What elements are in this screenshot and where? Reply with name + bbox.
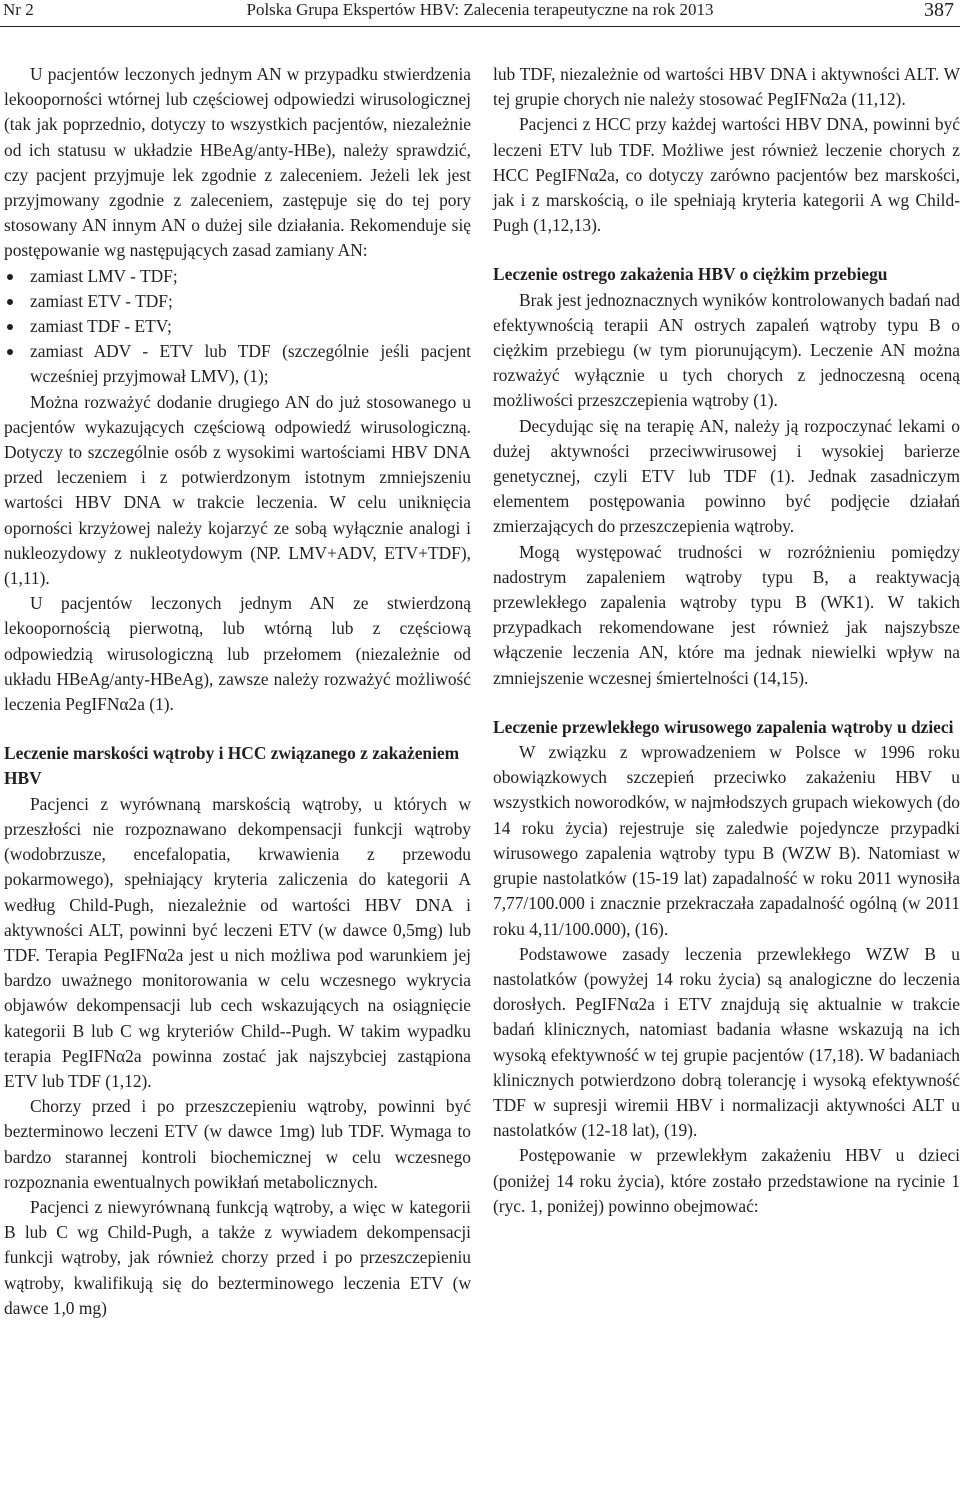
- list-item: zamiast ETV - TDF;: [4, 289, 471, 314]
- paragraph: Mogą występować trudności w rozróżnieniu pomiędzy nadostrym zapaleniem wątroby typu B, a reaktywacją przewlekłego zapalenia wątroby typu B (WK1). W takich przypadkach rekomendowane jest również jak najszybsze włączenie leczenia AN, które ma jednak niewielki wpływ na zmniejszenie wczesnej śmiertelności (14,15).: [493, 541, 960, 688]
- list-item: zamiast ADV - ETV lub TDF (szczególnie jeśli pacjent wcześniej przyjmował LMV), (1);: [4, 339, 471, 389]
- running-header: [0, 0, 960, 27]
- paragraph: Brak jest jednoznacznych wyników kontrolowanych badań nad efektywnością terapii AN ostrych zapaleń wątroby typu B o ciężkim przebiegu (w tym piorunującym). Leczenie AN można rozważyć wyłącznie u tych chorych z jednoczesną oceną możliwości przeszczepienia wątroby (1).: [493, 289, 960, 411]
- list-item: zamiast LMV - TDF;: [4, 264, 471, 289]
- issue-number: Nr 2: [3, 0, 34, 19]
- paragraph: Można rozważyć dodanie drugiego AN do już stosowanego u pacjentów wykazujących częściową odpowiedź wirusologiczną. Dotyczy to szczególnie osób z wysokimi wartościami HBV DNA przed leczeniem i z potwierdzonym istotnym zmniejszeniu wartości HBV DNA w trakcie leczenia. W celu uniknięcia oporności krzyżowej należy kojarzyć ze sobą wyłącznie analogi i nukleozydowy z nukleotydowym (NP. LMV+ADV, ETV+TDF), (1,11).: [4, 391, 471, 589]
- list-item: zamiast TDF - ETV;: [4, 314, 471, 339]
- section-gap: [493, 691, 960, 715]
- page-number: 387: [924, 0, 954, 21]
- paragraph: Chorzy przed i po przeszczepieniu wątroby, powinni być bezterminowo leczeni ETV (w dawce 1mg) lub TDF. Wymaga to bardzo starannej kontroli biochemicznej w celu wczesnego rozpoznania ewentualnych powikłań metabolicznych.: [4, 1096, 471, 1192]
- paragraph: Pacjenci z niewyrównaną funkcją wątroby, a więc w kategorii B lub C wg Child-Pugh, a także z wywiadem dekompensacji funkcji wątroby, jak również chorzy przed i po przeszczepieniu wątroby, kwalifikują się do bezterminowego leczenia ETV (w dawce 1,0 mg): [4, 1196, 471, 1318]
- paragraph: lub TDF, niezależnie od wartości HBV DNA i aktywności ALT. W tej grupie chorych nie należy stosować PegIFNα2a (11,12).: [493, 64, 960, 110]
- left-column: [4, 62, 471, 1321]
- paragraph: Pacjenci z HCC przy każdej wartości HBV DNA, powinni być leczeni ETV lub TDF. Możliwe jest również leczenie chorych z HCC PegIFNα2a, co dotyczy zarówno pacjentów bez marskości, jak i z marskością, o ile spełniają kryteria kategorii A wg Child-Pugh (1,12,13).: [493, 114, 960, 236]
- paragraph: Decydując się na terapię AN, należy ją rozpoczynać lekami o dużej aktywności przeciwwirusowej i wysokiej barierze genetycznej, czyli ETV lub TDF (1). Jednak zasadniczym elementem postępowania powinno być podjęcie działań zmierzających do przeszczepienia wątroby.: [493, 415, 960, 537]
- paragraph: Pacjenci z wyrównaną marskością wątroby, u których w przeszłości nie rozpoznawano dekompensacji funkcji wątroby (wodobrzusze, encefalopatia, krwawienia z przewodu pokarmowego), spełniający kryteria zaliczenia do kategorii A według Child-Pugh, niezależnie od wartości HBV DNA i aktywności ALT, powinni być leczeni ETV (w dawce 0,5mg) lub TDF. Terapia PegIFNα2a jest u nich możliwa pod warunkiem jej bardzo uważnego monitorowania w celu wczesnego wykrycia objawów dekompensacji lub cech wskazujących na osiągnięcie kategorii B lub C wg kryteriów Child--Pugh. W takim wypadku terapia PegIFNα2a powinna zostać jak najszybciej zastąpiona ETV lub TDF (1,12).: [4, 793, 471, 1091]
- header-rule: [0, 26, 960, 27]
- section-gap: [493, 238, 960, 262]
- bullet-list: [4, 264, 471, 390]
- paragraph: Podstawowe zasady leczenia przewlekłego WZW B u nastolatków (powyżej 14 roku życia) są analogiczne do leczenia dorosłych. PegIFNα2a i ETV znajdują się aktualnie w trakcie badań klinicznych, natomiast badania własne wskazują na ich wysoką efektywność w tej grupie pacjentów (17,18). W badaniach klinicznych potwierdzono dobrą tolerancję i wysoką efektywność TDF w supresji wiremii HBV i normalizacji aktywności ALT u nastolatków (12-18 lat), (19).: [493, 943, 960, 1141]
- paragraph: U pacjentów leczonych jednym AN ze stwierdzoną lekoopornością pierwotną, lub wtórną lub z częściową odpowiedzią wirusologiczną lub przełomem (niezależnie od układu HBeAg/anty-HBeAg), zawsze należy rozważyć możliwość leczenia PegIFNα2a (1).: [4, 593, 471, 715]
- section-heading: Leczenie marskości wątroby i HCC związanego z zakażeniem HBV: [4, 743, 460, 789]
- section-heading: Leczenie ostrego zakażenia HBV o ciężkim przebiegu: [493, 264, 888, 285]
- paragraph: U pacjentów leczonych jednym AN w przypadku stwierdzenia lekooporności wtórnej lub częściowej odpowiedzi wirusologicznej (tak jak poprzednio, dotyczy to wszystkich pacjentów, niezależnie od ich statusu w układzie HBeAg/anty-HBe), należy sprawdzić, czy pacjent przyjmuje lek zgodnie z zaleceniem. Jeżeli lek jest przyjmowany zgodnie z zaleceniem, zastępuje się do tej pory stosowany AN innym AN o dużej sile działania. Rekomenduje się postępowanie wg następujących zasad zamiany AN:: [4, 64, 471, 261]
- paragraph: W związku z wprowadzeniem w Polsce w 1996 roku obowiązkowych szczepień przeciwko zakażeniu HBV u wszystkich noworodków, w najmłodszych grupach wiekowych (do 14 roku życia) rejestruje się zaledwie pojedyncze przypadki wirusowego zapalenia wątroby typu B (WZW B). Natomiast w grupie nastolatków (15-19 lat) zapadalność w roku 2011 wynosiła 7,77/100.000 i znacznie przekraczała zapadalność ogólną (w 2011 roku 4,11/100.000), (16).: [493, 742, 960, 939]
- section-heading: Leczenie przewlekłego wirusowego zapalenia wątroby u dzieci: [493, 716, 954, 737]
- journal-title: Polska Grupa Ekspertów HBV: Zalecenia terapeutyczne na rok 2013: [246, 0, 714, 19]
- section-gap: [4, 717, 471, 741]
- right-column: [493, 62, 960, 1219]
- paragraph: Postępowanie w przewlekłym zakażeniu HBV u dzieci (poniżej 14 roku życia), które zostało przedstawione na rycinie 1 (ryc. 1, poniżej) powinno obejmować:: [493, 1145, 960, 1216]
